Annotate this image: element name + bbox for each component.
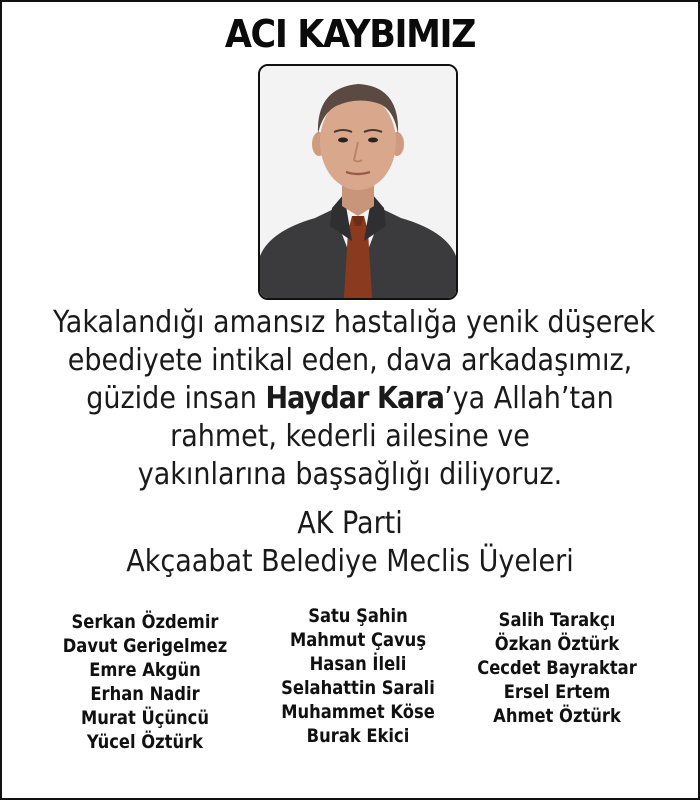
portrait-illustration xyxy=(260,66,456,298)
sender-party: AK Parti xyxy=(297,506,403,541)
member-name: Yücel Öztürk xyxy=(86,731,204,753)
member-name: Selahattin Sarali xyxy=(281,677,435,699)
member-name: Erhan Nadir xyxy=(90,683,200,705)
message-line-1: Yakalandığı amansız hastalığa yenik düşerek xyxy=(53,305,656,340)
member-name: Ahmet Öztürk xyxy=(493,705,621,727)
member-name: Davut Gerigelmez xyxy=(62,635,228,657)
sender-block xyxy=(35,505,665,581)
message-line-3-after: ’ya Allah’tan xyxy=(444,381,614,416)
member-name: Hasan İleli xyxy=(309,653,407,675)
member-name: Cecdet Bayraktar xyxy=(477,657,637,679)
message-line-2: ebediyete intikal eden, dava arkadaşımız, xyxy=(67,343,633,378)
sender-organization: Akçaabat Belediye Meclis Üyeleri xyxy=(126,544,574,579)
page-title: ACI KAYBIMIZ xyxy=(224,12,476,56)
member-name: Muhammet Köse xyxy=(281,701,435,723)
portrait-photo xyxy=(258,64,458,300)
message-line-4: rahmet, kederli ailesine ve xyxy=(170,419,530,454)
member-name: Salih Tarakçı xyxy=(498,609,616,631)
members-column-2 xyxy=(259,604,457,748)
member-name: Satu Şahin xyxy=(308,605,408,627)
member-name: Ersel Ertem xyxy=(503,681,611,703)
member-name: Murat Üçüncü xyxy=(80,707,210,729)
message-line-5: yakınlarına başsağlığı diliyoruz. xyxy=(137,457,563,492)
message-line-3-before: güzide insan xyxy=(86,381,266,416)
member-name: Burak Ekici xyxy=(306,725,410,747)
deceased-name: Haydar Kara xyxy=(265,381,445,416)
members-column-3 xyxy=(458,608,656,728)
member-name: Serkan Özdemir xyxy=(71,611,219,633)
members-column-1 xyxy=(46,610,244,754)
member-name: Özkan Öztürk xyxy=(494,633,620,655)
member-name: Mahmut Çavuş xyxy=(289,629,427,651)
member-name: Emre Akgün xyxy=(89,659,201,681)
message-line-3 xyxy=(53,380,647,418)
condolence-message xyxy=(53,304,656,494)
